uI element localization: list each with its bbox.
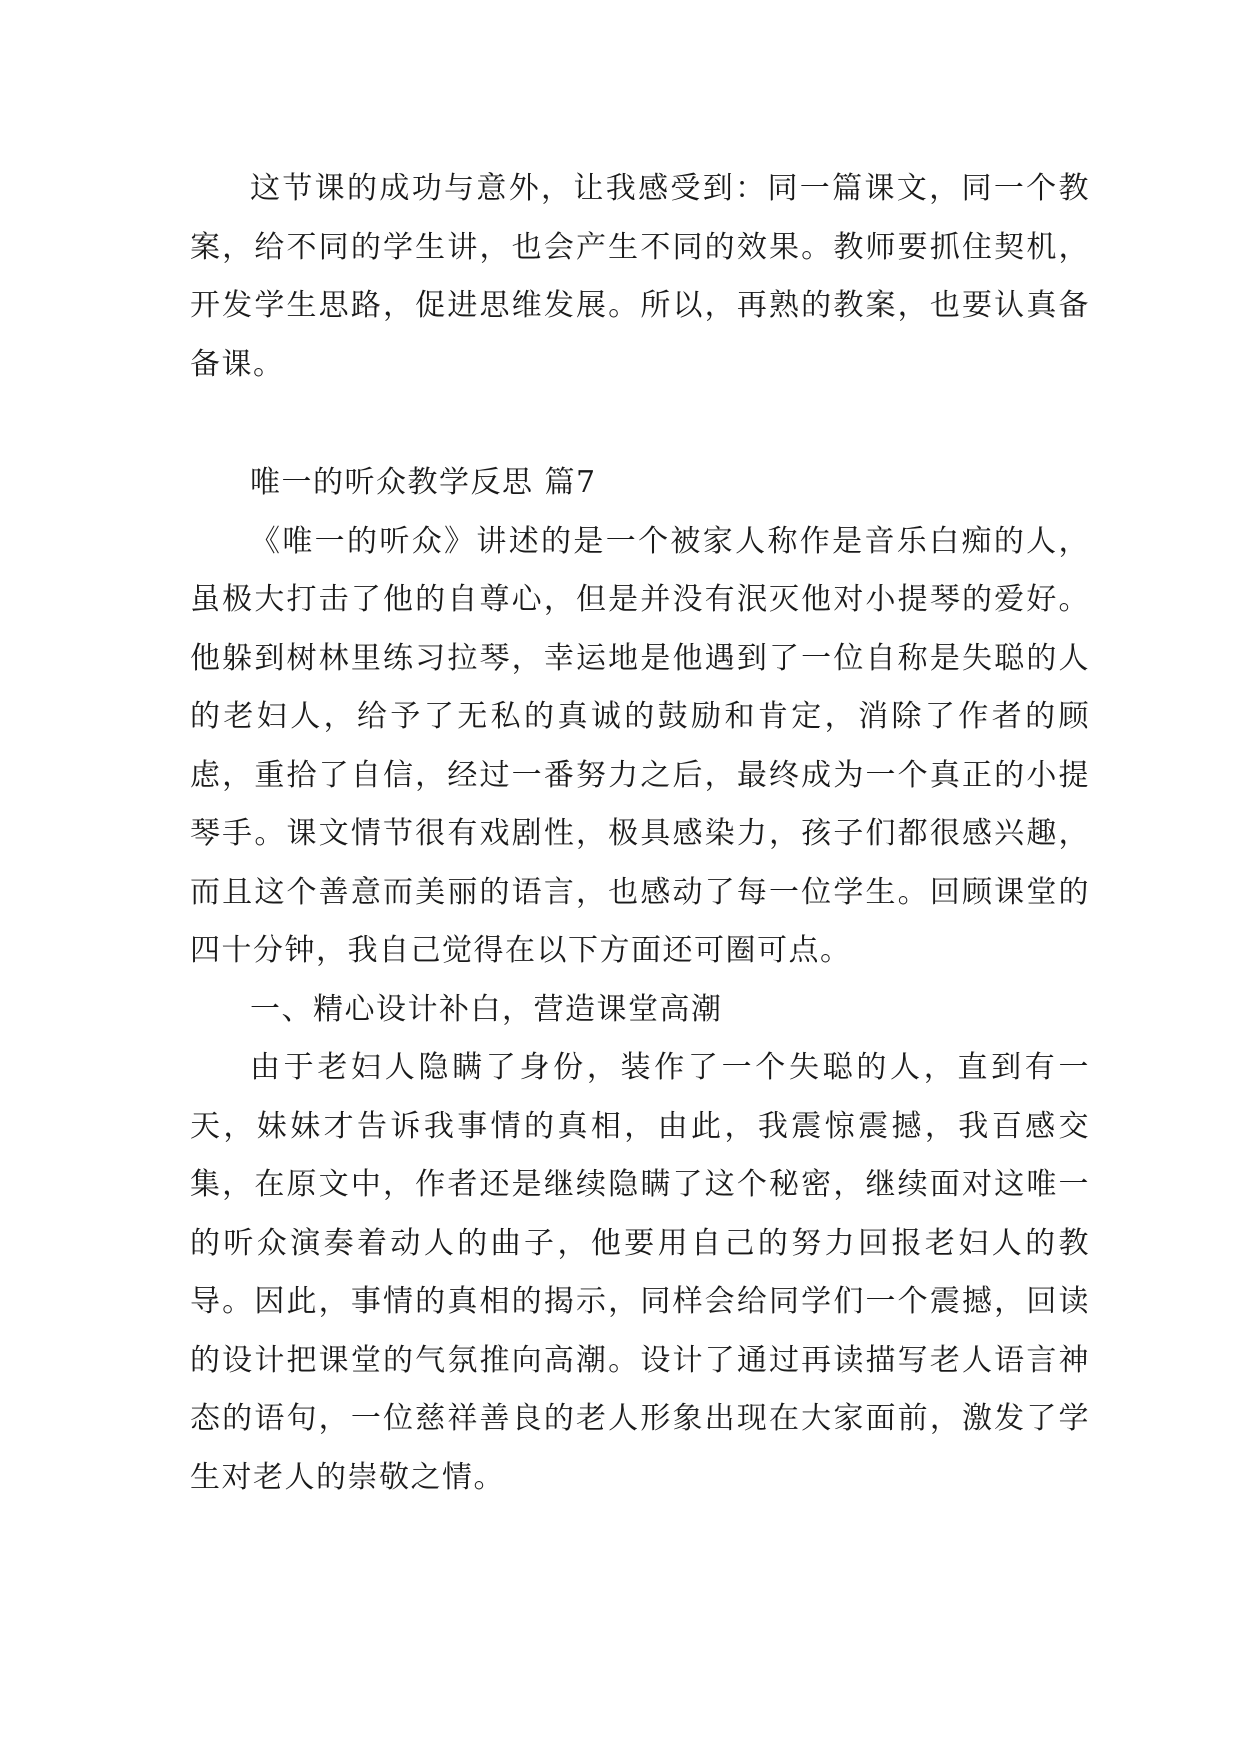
body-paragraph-1: 《唯一的听众》讲述的是一个被家人称作是音乐白痴的人，虽极大打击了他的自尊心，但是并没有泯灭他对小提琴的爱好。他躲到树林里练习拉琴，幸运地是他遇到了一位自称是失聪的人的老妇人，给予了无私的真诚的鼓励和肯定，消除了作者的顾虑，重拾了自信，经过一番努力之后，最终成为一个真正的小提琴手。课文情节很有戏剧性，极具感染力，孩子们都很感兴趣，而且这个善意而美丽的语言，也感动了每一位学生。回顾课堂的四十分钟，我自己觉得在以下方面还可圈可点。 — [190, 523, 1090, 968]
intro-paragraph: 这节课的成功与意外，让我感受到：同一篇课文，同一个教案，给不同的学生讲，也会产生不同的效果。教师要抓住契机，开发学生思路，促进思维发展。所以，再熟的教案，也要认真备备课。 — [190, 171, 1090, 382]
section-title: 唯一的听众教学反思 篇7 — [250, 465, 597, 500]
document-body — [190, 160, 1090, 1507]
section-spacer — [190, 394, 1090, 454]
body-paragraph-2: 由于老妇人隐瞒了身份，装作了一个失聪的人，直到有一天，妹妹才告诉我事情的真相，由此，我震惊震撼，我百感交集，在原文中，作者还是继续隐瞒了这个秘密，继续面对这唯一的听众演奏着动人的曲子，他要用自己的努力回报老妇人的教导。因此，事情的真相的揭示，同样会给同学们一个震撼，回读的设计把课堂的气氛推向高潮。设计了通过再读描写老人语言神态的语句，一位慈祥善良的老人形象出现在大家面前，激发了学生对老人的崇敬之情。 — [190, 1050, 1090, 1495]
subheading-1: 一、精心设计补白，营造课堂高潮 — [250, 991, 723, 1027]
